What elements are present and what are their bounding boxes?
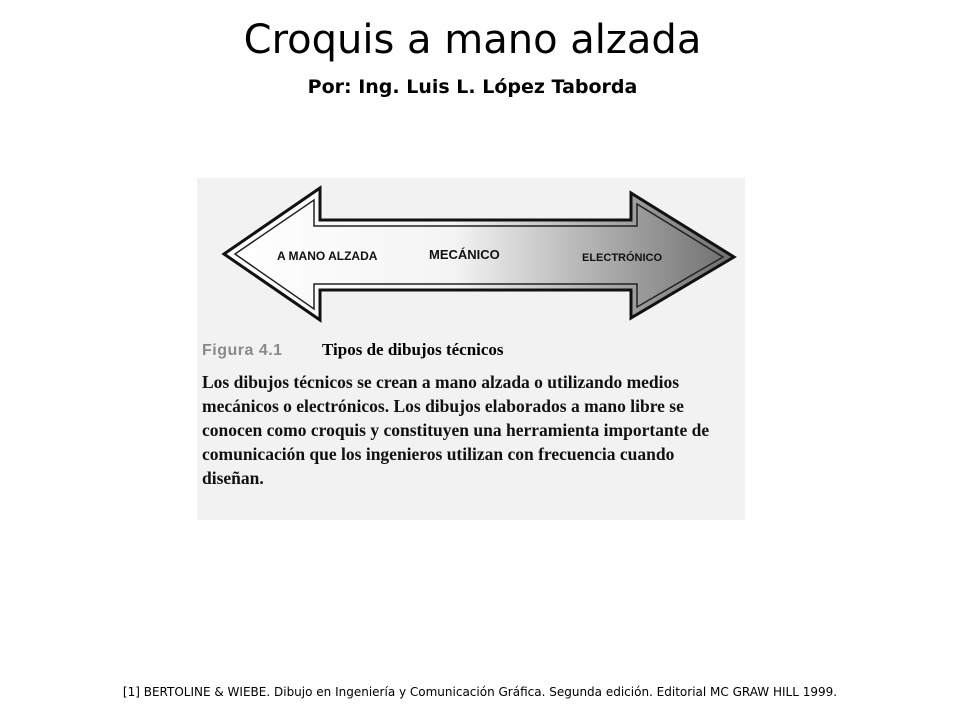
arrow-label-left: A MANO ALZADA (277, 249, 378, 263)
arrow-label-right: ELECTRÓNICO (582, 252, 663, 264)
figure-caption (202, 340, 742, 490)
arrow-label-middle: MECÁNICO (429, 247, 500, 262)
scanned-figure (197, 178, 745, 520)
figure-number: Figura 4.1 (202, 342, 283, 359)
figure-title: Tipos de dibujos técnicos (322, 340, 504, 359)
slide-subtitle: Por: Ing. Luis L. López Taborda (307, 76, 638, 98)
double-arrow-graphic (197, 178, 745, 338)
figure-heading (202, 340, 742, 366)
bibliographic-reference: [1] BERTOLINE & WIEBE. Dibujo en Ingeniería y Comunicación Gráfica. Segunda edición. Editorial MC GRAW HILL 1999. (122, 685, 838, 699)
figure-description: Los dibujos técnicos se crean a mano alzada o utilizando medios mecánicos o electrónicos. Los dibujos elaborados a mano libre se conocen como croquis y constituyen una herramienta importante de comunicación que los ingenieros utilizan con frecuencia cuando diseñan. (202, 372, 710, 488)
slide-title: Croquis a mano alzada (243, 17, 702, 63)
